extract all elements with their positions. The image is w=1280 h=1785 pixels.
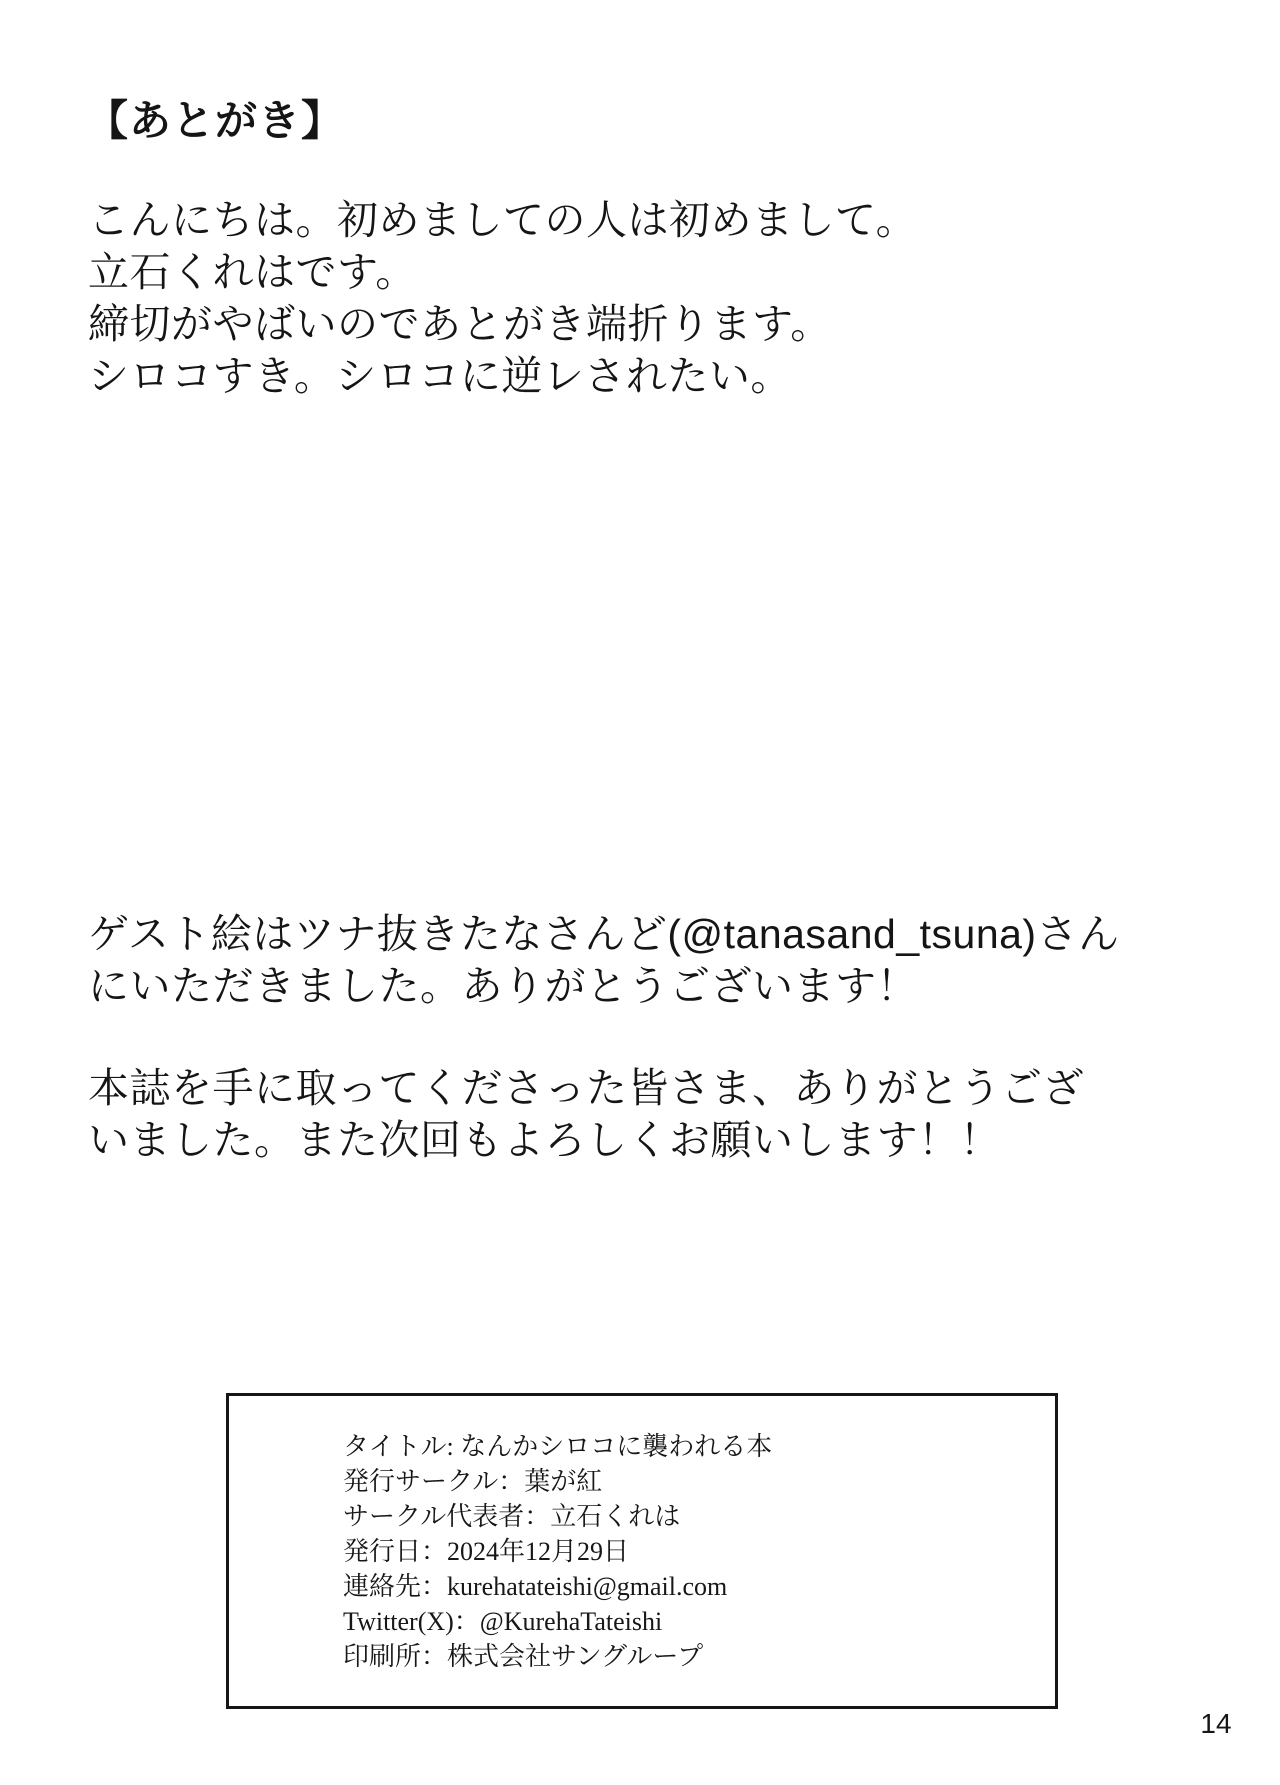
text-line: ゲスト絵はツナ抜きたなさんど(@tanasand_tsuna)さん bbox=[88, 911, 1120, 957]
text-line: いました。また次回もよろしくお願いします！！ bbox=[88, 1117, 1001, 1163]
page-title: 【あとがき】 bbox=[86, 97, 345, 144]
colophon-box bbox=[226, 1393, 1058, 1709]
page-number: 14 bbox=[1200, 1708, 1232, 1739]
text-line: こんにちは。初めましての人は初めまして。 bbox=[88, 197, 918, 243]
colophon-circle: 発行サークル：葉が紅 bbox=[343, 1467, 603, 1496]
colophon-representative: サークル代表者：立石くれは bbox=[343, 1502, 681, 1531]
thanks-paragraph bbox=[88, 1062, 1084, 1166]
guest-art-paragraph bbox=[88, 908, 1120, 1012]
colophon-twitter-handle: Twitter(X)：@KurehaTateishi bbox=[343, 1607, 663, 1636]
text-line: にいただきました。ありがとうございます！ bbox=[88, 963, 918, 1009]
text-line: 締切がやばいのであとがき端折ります。 bbox=[88, 301, 832, 347]
text-line: 立石くれはです。 bbox=[88, 249, 417, 295]
colophon-publish-date: 発行日：2024年12月29日 bbox=[343, 1537, 630, 1566]
colophon-printer: 印刷所：株式会社サングループ bbox=[343, 1642, 704, 1671]
colophon-contact-email: 連絡先：kurehatateishi@gmail.com bbox=[343, 1572, 728, 1601]
text-line: 本誌を手に取ってくださった皆さま、ありがとうござ bbox=[88, 1065, 1084, 1111]
greeting-paragraph bbox=[88, 194, 917, 402]
text-line: シロコすき。シロコに逆レされたい。 bbox=[88, 353, 792, 399]
colophon-text bbox=[343, 1429, 772, 1674]
colophon-title: タイトル: なんかシロコに襲われる本 bbox=[343, 1432, 773, 1461]
